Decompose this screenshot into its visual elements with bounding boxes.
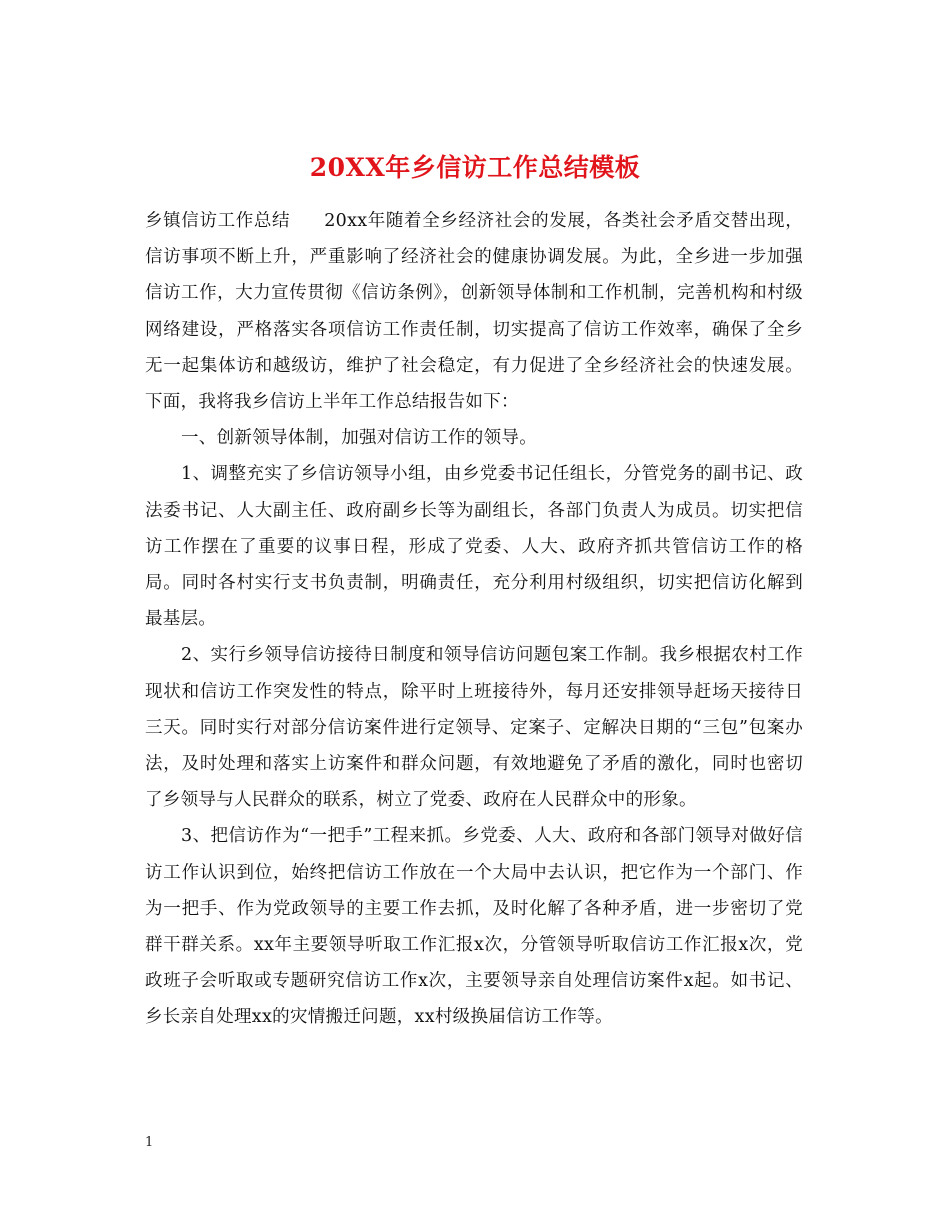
paragraph-text: 20xx年随着全乡经济社会的发展，各类社会矛盾交替出现，信访事项不断上升，严重影响了经济社会的健康协调发展。为此，全乡进一步加强信访工作，大力宣传贯彻《信访条例》，创新领导体制和工作机制，完善机构和村级网络建设，严格落实各项信访工作责任制，切实提高了信访工作效率，确保了全乡无一起集体访和越级访，维护了社会稳定，有力促进了全乡经济社会的快速发展。下面，我将我乡信访上半年工作总结报告如下：	[145, 211, 803, 413]
paragraph-intro	[145, 203, 803, 420]
document-body	[145, 203, 803, 1036]
paragraph-lead: 乡镇信访工作总结	[145, 211, 291, 231]
document-title: 20XX年乡信访工作总结模板	[309, 152, 641, 182]
section-heading-1: 一、创新领导体制，加强对信访工作的领导。	[181, 428, 537, 449]
paragraph-item-2: 2、实行乡领导信访接待日制度和领导信访问题包案工作制。我乡根据农村工作现状和信访工作突发性的特点，除平时上班接待外，每月还安排领导赶场天接待日三天。同时实行对部分信访案件进行定领导、定案子、定解决日期的“三包”包案办法，及时处理和落实上访案件和群众问题，有效地避免了矛盾的激化，同时也密切了乡领导与人民群众的联系，树立了党委、政府在人民群众中的形象。	[145, 645, 803, 811]
paragraph-item-1: 1、调整充实了乡信访领导小组，由乡党委书记任组长，分管党务的副书记、政法委书记、人大副主任、政府副乡长等为副组长，各部门负责人为成员。切实把信访工作摆在了重要的议事日程，形成了党委、人大、政府齐抓共管信访工作的格局。同时各村实行支书负责制，明确责任，充分利用村级组织，切实把信访化解到最基层。	[145, 464, 803, 630]
page-number: 1	[145, 1135, 154, 1150]
paragraph-item-3: 3、把信访作为“一把手”工程来抓。乡党委、人大、政府和各部门领导对做好信访工作认识到位，始终把信访工作放在一个大局中去认识，把它作为一个部门、作为一把手、作为党政领导的主要工作去抓，及时化解了各种矛盾，进一步密切了党群干群关系。xx年主要领导听取工作汇报x次，分管领导听取信访工作汇报x次，党政班子会听取或专题研究信访工作x次，主要领导亲自处理信访案件x起。如书记、乡长亲自处理xx的灾情搬迁问题，xx村级换届信访工作等。	[145, 826, 803, 1028]
